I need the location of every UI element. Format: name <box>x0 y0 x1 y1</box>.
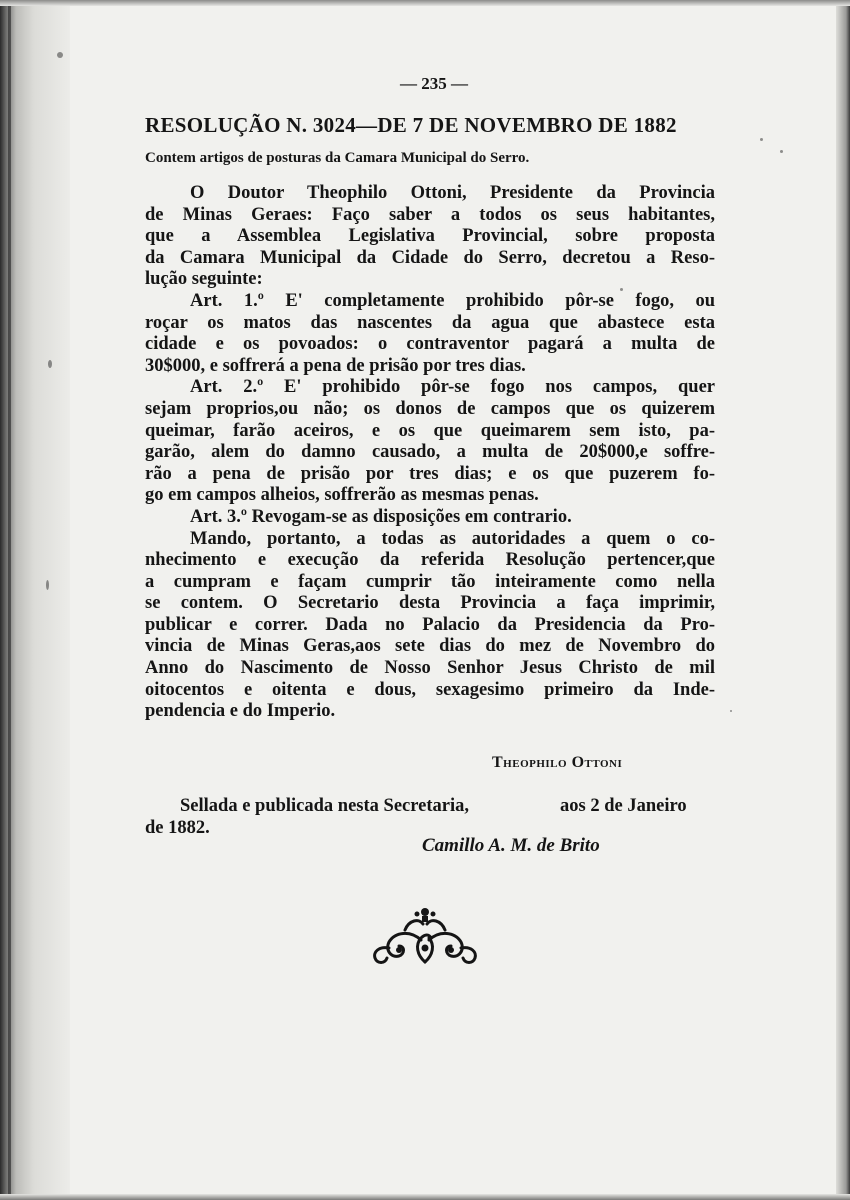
body-line: Art. 1.º E' completamente prohibido pôr-se fogo, ou <box>190 290 715 311</box>
president-signature: Theophilo Ottoni <box>492 754 623 771</box>
body-line: nhecimento e execução da referida Resolução pertencer,que <box>145 550 715 571</box>
body-line: queimar, farão aceiros, e os que queimarem sem isto, pa- <box>145 420 715 441</box>
body-line: roçar os matos das nascentes da agua que abastece esta <box>145 312 715 333</box>
body-line: oitocentos e oitenta e dous, sexagesimo primeiro da Inde- <box>145 679 715 700</box>
body-line: Art. 2.º E' prohibido pôr-se fogo nos campos, quer <box>190 377 715 398</box>
paper-speck <box>46 580 49 590</box>
body-line: Mando, portanto, a todas as autoridades a quem o co- <box>190 528 715 549</box>
body-line: cidade e os povoados: o contraventor pagará a multa de <box>145 334 715 355</box>
body-line: 30$000, e soffrerá a pena de prisão por tres dias. <box>145 355 526 376</box>
body-line: de Minas Geraes: Faço saber a todos os seus habitantes, <box>145 204 715 225</box>
resolution-body <box>145 183 715 723</box>
sealing-date: aos 2 de Janeiro <box>560 796 687 816</box>
page-bottom-shadow <box>0 1194 850 1200</box>
body-line: da Camara Municipal da Cidade do Serro, decretou a Reso- <box>145 247 715 268</box>
body-line: Art. 3.º Revogam-se as disposições em contrario. <box>190 506 572 527</box>
sealing-line-1: Sellada e publicada nesta Secretaria, <box>180 796 469 816</box>
body-line: O Doutor Theophilo Ottoni, Presidente da Provincia <box>190 183 715 203</box>
body-line: publicar e correr. Dada no Palacio da Presidencia da Pro- <box>145 614 715 635</box>
paper-speck <box>48 360 52 368</box>
page-subtitle: Contem artigos de posturas da Camara Municipal do Serro. <box>145 150 530 166</box>
body-line: garão, alem do damno causado, a multa de 20$000,e soffre- <box>145 442 715 463</box>
body-line: que a Assemblea Legislativa Provincial, sobre proposta <box>145 226 715 247</box>
paper-speck <box>620 288 623 291</box>
page-title: RESOLUÇÃO N. 3024—DE 7 DE NOVEMBRO DE 1882 <box>145 113 677 137</box>
body-line: go em campos alheios, soffrerão as mesmas penas. <box>145 485 539 506</box>
secretary-signature: Camillo A. M. de Brito <box>422 835 600 856</box>
body-line: se contem. O Secretario desta Provincia a faça imprimir, <box>145 593 715 614</box>
body-line: pendencia e do Imperio. <box>145 701 336 722</box>
body-line: a cumpram e façam cumprir tão inteiramente como nella <box>145 571 715 592</box>
sealing-line-2: de 1882. <box>145 818 210 838</box>
paper-speck <box>57 52 63 58</box>
paper-speck <box>730 710 732 712</box>
body-line: Anno do Nascimento de Nosso Senhor Jesus Christo de mil <box>145 658 715 679</box>
body-line: lução seguinte: <box>145 269 263 290</box>
page-top-shadow <box>0 0 850 6</box>
printer-ornament-icon <box>365 900 485 975</box>
paper-speck <box>780 150 783 153</box>
page-number: — 235 — <box>400 74 468 93</box>
body-line: vincia de Minas Geras,aos sete dias do mez de Novembro do <box>145 636 715 657</box>
page-left-tear <box>8 0 11 1200</box>
page-right-shadow <box>836 0 850 1200</box>
body-line: rão a pena de prisão por tres dias; e os que puzerem fo- <box>145 463 715 484</box>
paper-speck <box>760 138 763 141</box>
body-line: sejam proprios,ou não; os donos de campos que os quizerem <box>145 398 715 419</box>
